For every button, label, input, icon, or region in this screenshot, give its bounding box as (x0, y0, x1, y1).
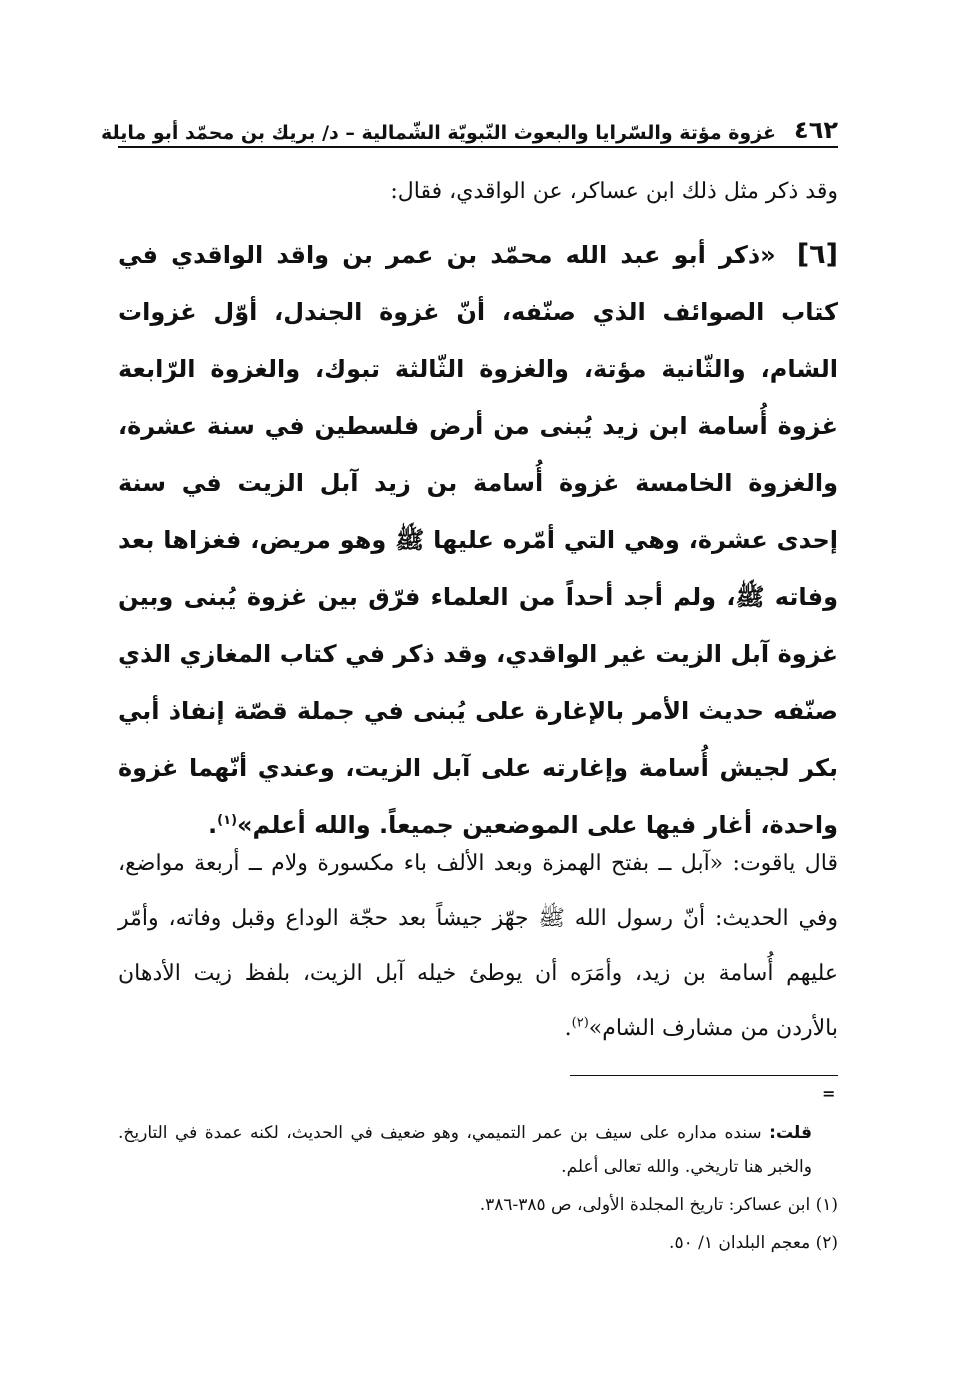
editor-note-label: قلت: (769, 1123, 813, 1143)
intro-paragraph: وقد ذكر مثل ذلك ابن عساكر، عن الواقدي، فقال: (390, 179, 838, 204)
entry-tail: . (208, 811, 218, 839)
footnote-rule (570, 1075, 838, 1076)
entry-number: [٦] (796, 239, 838, 270)
footnote-ref-1: (١) (217, 813, 238, 828)
entry-text: «ذكر أبو عبد الله محمّد بن عمر بن واقد الواقدي في كتاب الصوائف الذي صنّفه، أنّ غزوة الجندل، أوّل غزوات الشام، والثّانية مؤتة، والغزوة الثّالثة تبوك، والغزوة الرّابعة غزوة أُسامة ابن زيد يُبنى من أرض فلسطين في سنة عشرة، والغزوة الخامسة غزوة أُسامة بن زيد آبل الزيت في سنة إحدى عشرة، وهي التي أمّره عليها ﷺ وهو مريض، فغزاها بعد وفاته ﷺ، ولم أجد أحداً من العلماء فرّق بين غزوة يُبنى وبين غزوة آبل الزيت غير الواقدي، وقد ذكر في كتاب المغازي الذي صنّفه حديث الأمر بالإغارة على يُبنى في جملة قصّة إنفاذ أبي بكر لجيش أُسامة وإغارته على آبل الزيت، وعندي أنّهما غزوة واحدة، أغار فيها على الموضعين جميعاً. والله أعلم» (118, 241, 838, 839)
yaqut-tail: . (564, 1016, 572, 1041)
footnote-2: (٢) معجم البلدان ١/ ٥٠. (669, 1233, 838, 1253)
running-header (100, 104, 838, 144)
yaqut-text: قال ياقوت: «آبل ــ بفتح الهمزة وبعد الألف باء مكسورة ولام ــ أربعة مواضع، وفي الحديث: أنّ رسول الله ﷺ جهّز جيشاً بعد حجّة الوداع وقبل وفاته، وأمّر عليهم أُسامة بن زيد، وأمَرَه أن يوطئ خيله آبل الزيت، بلفظ زيت الأدهان بالأردن من مشارف الشام» (118, 851, 838, 1041)
editor-note-text: سنده مداره على سيف بن عمر التميمي، وهو ضعيف في الحديث، لكنه عمدة في التاريخ. والخبر هنا تاريخي. والله تعالى أعلم. (118, 1123, 812, 1177)
yaqut-paragraph (118, 836, 838, 1056)
editor-note (118, 1116, 838, 1184)
footnote-ref-2: (٢) (571, 1015, 589, 1031)
numbered-entry (118, 226, 838, 854)
footnote-1: (١) ابن عساكر: تاريخ المجلدة الأولى، ص ٣٨٥-٣٨٦. (479, 1195, 838, 1215)
page-number: ٤٦٢ (794, 116, 838, 144)
footnotes (118, 1116, 838, 1260)
continuation-mark: = (822, 1084, 836, 1103)
running-title: غزوة مؤتة والسّرايا والبعوث النّبويّة الشّمالية – د/ بريك بن محمّد أبو مايلة (100, 122, 777, 144)
header-rule (118, 146, 838, 148)
